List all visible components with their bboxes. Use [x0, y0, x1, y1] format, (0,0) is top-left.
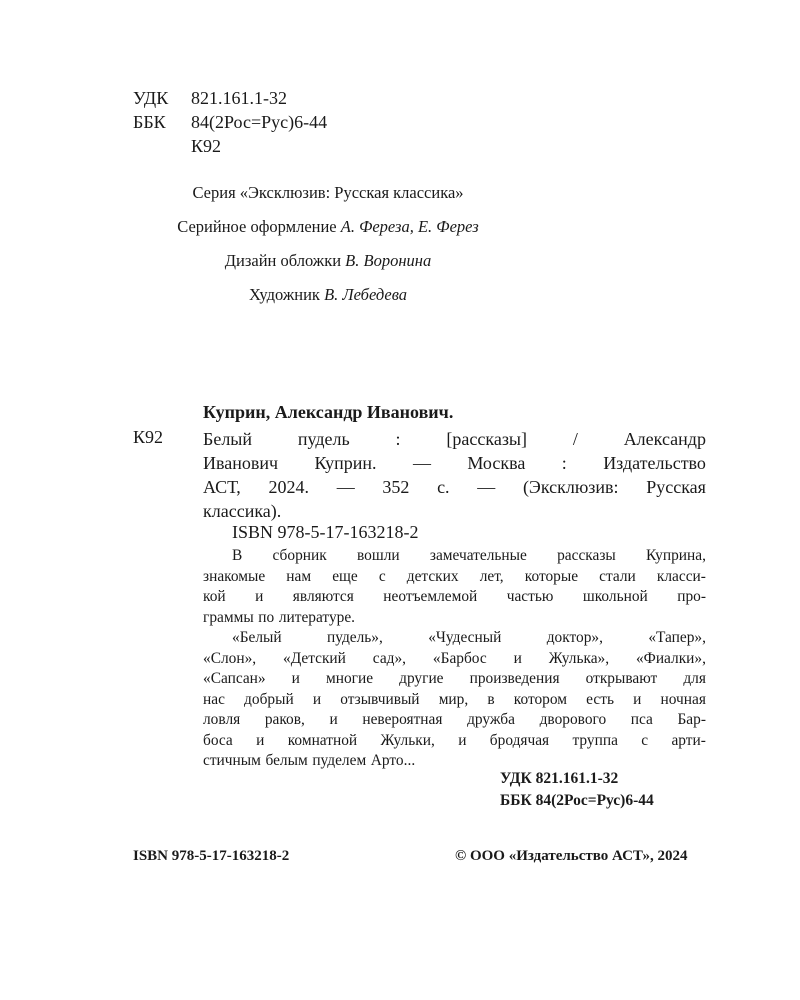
word: Издательство: [603, 453, 706, 473]
annotation-line: [203, 690, 706, 711]
word: детских: [406, 567, 459, 585]
series-design-names: А. Фереза, Е. Ферез: [340, 217, 479, 236]
word: 2024.: [268, 477, 309, 497]
word: пудель: [297, 429, 350, 449]
word: произведения: [469, 670, 560, 687]
word: с: [378, 567, 386, 585]
word: многие: [325, 670, 374, 687]
word: пуделем: [312, 752, 367, 769]
word: котором: [513, 690, 568, 708]
word: по: [258, 608, 275, 626]
word: труппа: [572, 731, 618, 749]
word: /: [572, 429, 578, 449]
word: боса: [203, 731, 233, 749]
word: Куприн.: [314, 453, 377, 473]
series-line: Серия «Эксклюзив: Русская классика»: [192, 183, 464, 202]
word: добрый: [244, 690, 294, 708]
word: нас: [203, 690, 225, 708]
artist-name: В. Лебедева: [324, 285, 408, 304]
catalog-classification: [500, 768, 654, 812]
word: с: [641, 731, 649, 749]
word: Москва: [467, 453, 526, 473]
word: —: [412, 453, 431, 473]
word: нам: [286, 567, 312, 585]
word: :: [395, 429, 401, 449]
word: граммы: [203, 608, 254, 626]
catalog-author-mark: К92: [133, 427, 164, 447]
word: комнатной: [287, 731, 358, 749]
annotation-line: [203, 567, 706, 588]
cover-design-label: Дизайн обложки: [224, 251, 346, 270]
word: и: [329, 711, 338, 728]
word: невероятная: [362, 711, 443, 728]
word: лет,: [479, 567, 504, 585]
series-design-label: Серийное оформление: [177, 217, 341, 236]
word: арти-: [671, 731, 706, 749]
series-design-line: [0, 214, 656, 248]
citation-line: [203, 499, 706, 523]
word: дружба: [467, 711, 515, 728]
word: :: [561, 453, 567, 473]
word: «Детский: [283, 649, 346, 667]
annotation: [203, 546, 706, 772]
annotation-line: [203, 649, 706, 670]
word: с.: [437, 477, 450, 497]
credits-block: [0, 180, 656, 316]
word: [рассказы]: [446, 429, 528, 449]
word: Куприна,: [646, 547, 706, 564]
word: для: [683, 670, 706, 687]
word: «Слон»,: [203, 649, 257, 667]
word: которые: [524, 567, 579, 585]
annotation-line: [203, 669, 706, 690]
word: знакомые: [203, 567, 266, 585]
word: кой: [203, 588, 226, 605]
word: —: [477, 477, 496, 497]
word: сборник: [272, 547, 327, 564]
word: пудель»,: [326, 629, 383, 646]
word: стали: [599, 567, 636, 585]
annotation-line: [203, 731, 706, 752]
catalog-udk: УДК 821.161.1-32: [500, 770, 619, 787]
artist-label: Художник: [248, 285, 325, 304]
footer-isbn: ISBN 978-5-17-163218-2: [133, 848, 290, 864]
word: замечательные: [429, 547, 527, 564]
word: В: [232, 547, 243, 564]
word: и: [312, 690, 322, 708]
word: Жулька»,: [548, 649, 610, 667]
udk-value: 821.161.1-32: [191, 88, 287, 108]
word: Иванович: [203, 453, 279, 473]
word: вошли: [357, 547, 400, 564]
word: и: [291, 670, 300, 687]
bbk-label: ББК: [133, 112, 166, 132]
word: открывают: [585, 670, 658, 687]
word: и: [458, 731, 467, 749]
word: Александр: [623, 429, 706, 449]
word: Жульки,: [380, 731, 435, 749]
citation-line: [203, 451, 706, 475]
annotation-line: [203, 628, 706, 649]
annotation-line: [203, 710, 706, 731]
word: бродячая: [489, 731, 550, 749]
citation-line: [203, 475, 706, 499]
annotation-line: [203, 587, 706, 608]
bbk-value: 84(2Рос=Рус)6-44: [191, 112, 328, 132]
word: Русская: [646, 477, 706, 497]
word: еще: [332, 567, 358, 585]
word: и: [255, 588, 264, 605]
word: частью: [506, 588, 554, 605]
cover-design-name: В. Воронина: [345, 251, 432, 270]
cover-design-line: [0, 248, 656, 282]
word: АСТ,: [203, 477, 241, 497]
word: и: [256, 731, 265, 749]
word: «Сапсан»: [203, 670, 266, 687]
word: стичным: [203, 752, 261, 769]
word: 352: [382, 477, 410, 497]
word: сад»,: [372, 649, 407, 667]
word: ночная: [660, 690, 706, 708]
word: и: [633, 690, 642, 708]
word: ловля: [203, 711, 241, 728]
catalog-citation: [203, 427, 706, 523]
word: белым: [265, 752, 308, 769]
word: являются: [292, 588, 354, 605]
word: школьной: [582, 588, 648, 605]
word: доктор»,: [546, 629, 603, 646]
word: отзывчивый: [340, 690, 420, 708]
word: другие: [399, 670, 444, 687]
word: —: [336, 477, 355, 497]
annotation-line: [203, 546, 706, 567]
citation-line: [203, 427, 706, 451]
author-mark: К92: [191, 136, 222, 156]
word: и: [513, 649, 522, 667]
word: «Белый: [232, 629, 282, 646]
word: есть: [586, 690, 614, 708]
catalog-isbn: ISBN 978-5-17-163218-2: [232, 522, 419, 542]
catalog-bbk: ББК 84(2Рос=Рус)6-44: [500, 792, 654, 809]
word: рассказы: [557, 547, 616, 564]
word: пса: [630, 711, 653, 728]
word: про-: [677, 588, 706, 605]
word: (Эксклюзив:: [522, 477, 619, 497]
footer-copyright: © ООО «Издательство АСТ», 2024: [455, 848, 688, 864]
word: в: [487, 690, 495, 708]
word: «Чудесный: [428, 629, 502, 646]
word: «Фиалки»,: [635, 649, 706, 667]
word: Арто...: [370, 752, 416, 769]
word: «Тапер»,: [648, 629, 706, 646]
word: раков,: [264, 711, 305, 728]
word: мир,: [438, 690, 469, 708]
word: Белый: [203, 429, 253, 449]
udk-label: УДК: [133, 88, 169, 108]
word: дворового: [539, 711, 607, 728]
word: класси-: [656, 567, 706, 585]
artist-line: [0, 282, 656, 316]
word: «Барбос: [432, 649, 487, 667]
annotation-line: [203, 608, 706, 629]
word: неотъемлемой: [383, 588, 478, 605]
word: классика).: [203, 501, 282, 521]
catalog-author: Куприн, Александр Иванович.: [203, 402, 454, 422]
word: литературе.: [278, 608, 356, 626]
word: Бар-: [677, 711, 706, 728]
